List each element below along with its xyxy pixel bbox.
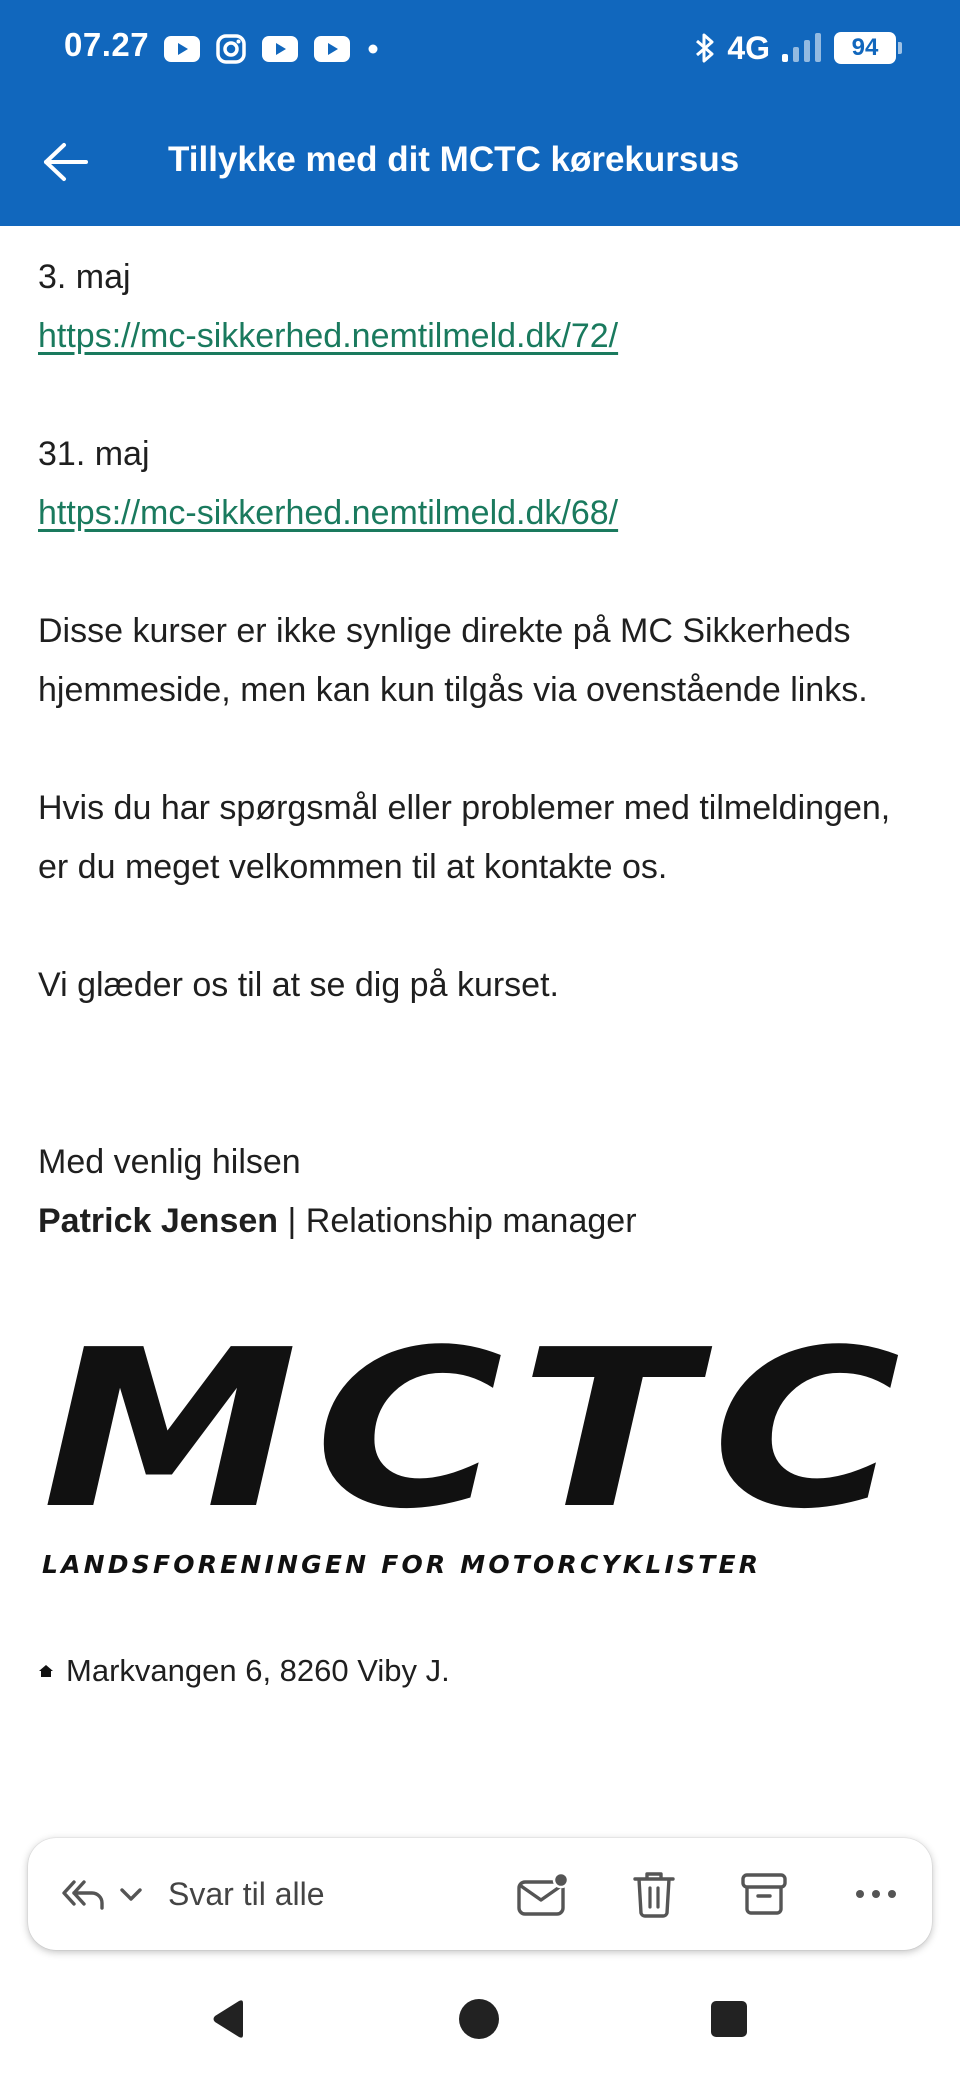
- reply-all-label: Svar til alle: [168, 1875, 325, 1912]
- mctc-logo: [42, 1304, 918, 1579]
- address-text: Markvangen 6, 8260 Viby J.: [66, 1653, 450, 1688]
- archive-icon: [740, 1871, 788, 1917]
- nav-recents-button[interactable]: [694, 1984, 764, 2054]
- archive-button[interactable]: [734, 1864, 794, 1924]
- chevron-down-icon[interactable]: [118, 1884, 144, 1904]
- signature-block: [38, 1133, 928, 1251]
- nav-home-button[interactable]: [444, 1984, 514, 2054]
- mail-unread-icon: [516, 1870, 570, 1918]
- arrow-left-icon: [42, 142, 90, 182]
- logo-tagline: LANDSFORENINGEN FOR MOTORCYKLISTER: [42, 1550, 762, 1579]
- youtube-icon: [262, 36, 298, 62]
- network-type: 4G: [727, 29, 770, 66]
- youtube-icon: [314, 36, 350, 62]
- course-link[interactable]: https://mc-sikkerhed.nemtilmeld.dk/68/: [38, 494, 619, 532]
- more-options-button[interactable]: [846, 1864, 906, 1924]
- address-line: [38, 1651, 928, 1691]
- signature-role: | Relationship manager: [287, 1202, 637, 1240]
- trash-icon: [631, 1869, 677, 1919]
- notification-icons: [164, 32, 380, 66]
- status-right: [693, 28, 896, 68]
- square-recents-icon: [709, 1999, 749, 2039]
- dot-icon: [366, 42, 380, 56]
- youtube-icon: [164, 36, 200, 62]
- delete-button[interactable]: [624, 1864, 684, 1924]
- battery-indicator: 94: [834, 32, 896, 64]
- status-time: 07.27: [64, 26, 150, 63]
- top-app-area: [0, 0, 960, 226]
- instagram-icon: [216, 34, 246, 64]
- closing-text: Med venlig hilsen: [38, 1143, 301, 1181]
- logo-wordmark: MCTC: [42, 1304, 918, 1557]
- body-paragraph: Disse kurser er ikke synlige direkte på MC Sikkerheds hjemmeside, men kan kun tilgås via ovenstående links.: [38, 612, 868, 709]
- triangle-back-icon: [207, 1997, 251, 2041]
- home-icon: [38, 1663, 54, 1679]
- mark-unread-button[interactable]: [513, 1864, 573, 1924]
- reply-all-button[interactable]: [60, 1866, 325, 1922]
- course-link[interactable]: https://mc-sikkerhed.nemtilmeld.dk/72/: [38, 317, 619, 355]
- signature-name: Patrick Jensen: [38, 1202, 279, 1240]
- reply-all-icon: [60, 1874, 108, 1914]
- app-header: [0, 110, 960, 214]
- course-date: 3. maj: [38, 258, 131, 296]
- email-body: [38, 248, 928, 1691]
- back-button[interactable]: [34, 130, 98, 194]
- email-subject: Tillykke med dit MCTC kørekursus: [168, 140, 740, 179]
- circle-home-icon: [457, 1997, 501, 2041]
- system-navigation-bar: [0, 1960, 960, 2080]
- nav-back-button[interactable]: [194, 1984, 264, 2054]
- status-bar: [0, 0, 960, 96]
- bluetooth-icon: [693, 32, 717, 64]
- course-date: 31. maj: [38, 435, 150, 473]
- message-action-bar: [28, 1838, 932, 1950]
- more-horizontal-icon: [854, 1888, 898, 1900]
- body-paragraph: Hvis du har spørgsmål eller problemer med tilmeldingen, er du meget velkommen til at kontakte os.: [38, 789, 891, 886]
- signal-icon: [780, 32, 824, 64]
- body-paragraph: Vi glæder os til at se dig på kurset.: [38, 966, 559, 1004]
